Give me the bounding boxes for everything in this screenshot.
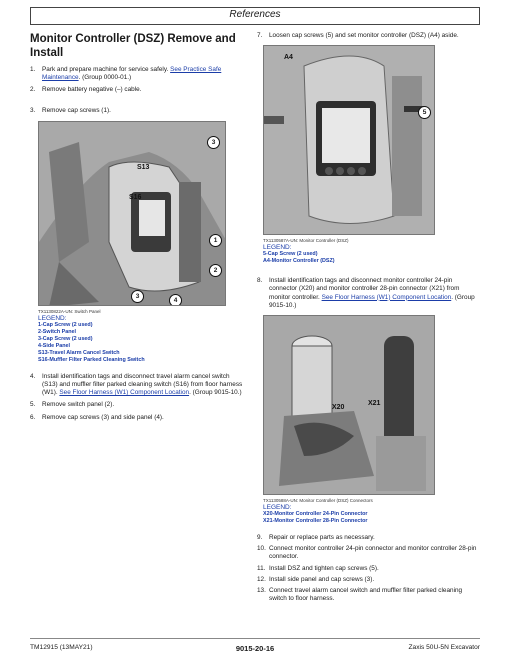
figure2-legend-heading: LEGEND: — [263, 244, 292, 252]
step-text: Install side panel and cap screws (3). — [269, 575, 375, 583]
callout-1: 1 — [209, 234, 222, 247]
step-2 — [30, 86, 243, 94]
callout-3-top: 3 — [207, 136, 220, 149]
legend-item: 1-Cap Screw (2 used) — [38, 321, 93, 328]
step-text: Install identification tags and disconnect monitor controller 24-pin connector (X20) and monitor controller 28-pin connector (X21) from monitor controller. — [269, 277, 460, 301]
step-number: 7. — [257, 32, 263, 39]
step-number: 9. — [257, 534, 263, 542]
monitor-controller-illustration — [264, 46, 435, 235]
footer-page-number: 9015-20-16 — [235, 644, 275, 653]
step-text: Remove battery negative (–) cable. — [42, 86, 142, 94]
figure1-legend-heading: LEGEND: — [38, 314, 67, 322]
step-text: Remove cap screws (3) and side panel (4). — [42, 413, 164, 421]
step-tail: . (Group 0000-01.) — [78, 74, 132, 82]
step-number: 10. — [257, 545, 266, 553]
step-number: 13. — [257, 587, 266, 595]
monitor-controller-photo — [263, 45, 435, 235]
switch-panel-illustration — [39, 122, 226, 306]
step-number: 1. — [30, 66, 36, 73]
step-tail: . (Group 9015-10.) — [269, 293, 475, 309]
steps-4-6 — [30, 373, 243, 422]
step-number: 5. — [30, 401, 36, 409]
legend-item: 2-Switch Panel — [38, 328, 77, 335]
figure3-text — [263, 498, 480, 525]
step-text: Connect monitor controller 24-pin connector and monitor controller 28-pin connector. — [269, 545, 477, 561]
header-title: References — [229, 9, 281, 20]
step-10 — [257, 545, 480, 561]
step-tail: . (Group 9015-10.) — [189, 389, 242, 397]
legend-item: 4-Side Panel — [38, 342, 71, 349]
callout-3-bottom: 3 — [131, 290, 144, 303]
left-column — [30, 30, 243, 422]
callout-s13: S13 — [137, 163, 150, 171]
step-4 — [30, 373, 243, 398]
header-bar — [30, 7, 480, 25]
step-8 — [257, 277, 480, 310]
steps-1-3 — [30, 66, 243, 115]
right-column — [257, 30, 480, 603]
figure1-text — [38, 309, 243, 364]
callout-4: 4 — [169, 294, 182, 306]
footer-rule — [30, 638, 480, 639]
figure1-caption: TX1130822A-UN: Switch Panel — [38, 308, 101, 314]
step-text: Install identification tags and disconnect travel alarm cancel switch (S13) and muffler filter parked cleaning switch (S16) from floor harness (W1). — [42, 372, 243, 397]
document-title: Monitor Controller (DSZ) Remove and Install — [30, 33, 236, 59]
callout-2: 2 — [209, 264, 222, 277]
legend-item: X20-Monitor Controller 24-Pin Connector — [263, 511, 368, 518]
practice-safe-maintenance-link[interactable]: See Practice Safe Maintenance — [42, 66, 222, 82]
legend-item: 5-Cap Screw (2 used) — [263, 251, 318, 258]
step-1 — [30, 66, 243, 82]
step-text: Remove switch panel (2). — [42, 401, 115, 409]
step-number: 11. — [257, 564, 266, 572]
switch-panel-photo — [38, 121, 226, 306]
step-6 — [30, 414, 243, 422]
legend-item: 3-Cap Screw (2 used) — [38, 335, 93, 342]
callout-5: 5 — [418, 106, 431, 119]
figure3-legend-heading: LEGEND: — [263, 504, 292, 512]
step-number: 12. — [257, 575, 266, 583]
step-11 — [257, 565, 480, 573]
legend-item: S16-Muffler Filter Parked Cleaning Switch — [38, 356, 145, 363]
steps-9-13 — [257, 534, 480, 603]
connectors-photo — [263, 315, 435, 495]
step-text: Park and prepare machine for service safely. — [42, 66, 169, 73]
connectors-illustration — [264, 316, 435, 495]
footer-left: TM12915 (13MAY21) — [30, 644, 93, 651]
callout-x21: X21 — [368, 400, 381, 408]
figure3-caption: TX1130588A-UN: Monitor Controller (DSZ) Connectors — [263, 498, 373, 504]
legend-item: X21-Monitor Controller 28-Pin Connector — [263, 518, 368, 525]
footer-right: Zaxis 50U-5N Excavator — [408, 644, 480, 651]
step-13 — [257, 587, 480, 603]
floor-harness-link[interactable]: See Floor Harness (W1) Component Location — [59, 389, 190, 397]
legend-item: A4-Monitor Controller (DSZ) — [263, 258, 335, 265]
step-5 — [30, 401, 243, 409]
callout-s16: S16 — [129, 193, 142, 201]
legend-item: S13-Travel Alarm Cancel Switch — [38, 349, 120, 356]
step-number: 4. — [30, 372, 36, 380]
step-number: 3. — [30, 106, 36, 114]
step-number: 8. — [257, 277, 263, 285]
callout-a4: A4 — [284, 54, 293, 62]
step-12 — [257, 576, 480, 584]
figure2-text — [263, 238, 480, 265]
step-number: 2. — [30, 86, 36, 94]
step-number: 6. — [30, 413, 36, 421]
step-text: Remove cap screws (1). — [42, 106, 111, 114]
figure2-caption: TX1130587A-UN: Monitor Controller (DSZ) — [263, 238, 349, 244]
step-text: Connect travel alarm cancel switch and muffler filter parked cleaning switch to floor harness. — [269, 587, 463, 603]
floor-harness-link-2[interactable]: See Floor Harness (W1) Component Location — [321, 293, 452, 301]
step-text: Repair or replace parts as necessary. — [269, 534, 375, 542]
step-text: Install DSZ and tighten cap screws (5). — [269, 564, 379, 572]
step-9 — [257, 534, 480, 542]
step-text: Loosen cap screws (5) and set monitor controller (DSZ) (A4) aside. — [269, 32, 459, 39]
callout-x20: X20 — [332, 404, 345, 412]
step-7 — [257, 32, 480, 40]
step-3 — [30, 107, 243, 115]
